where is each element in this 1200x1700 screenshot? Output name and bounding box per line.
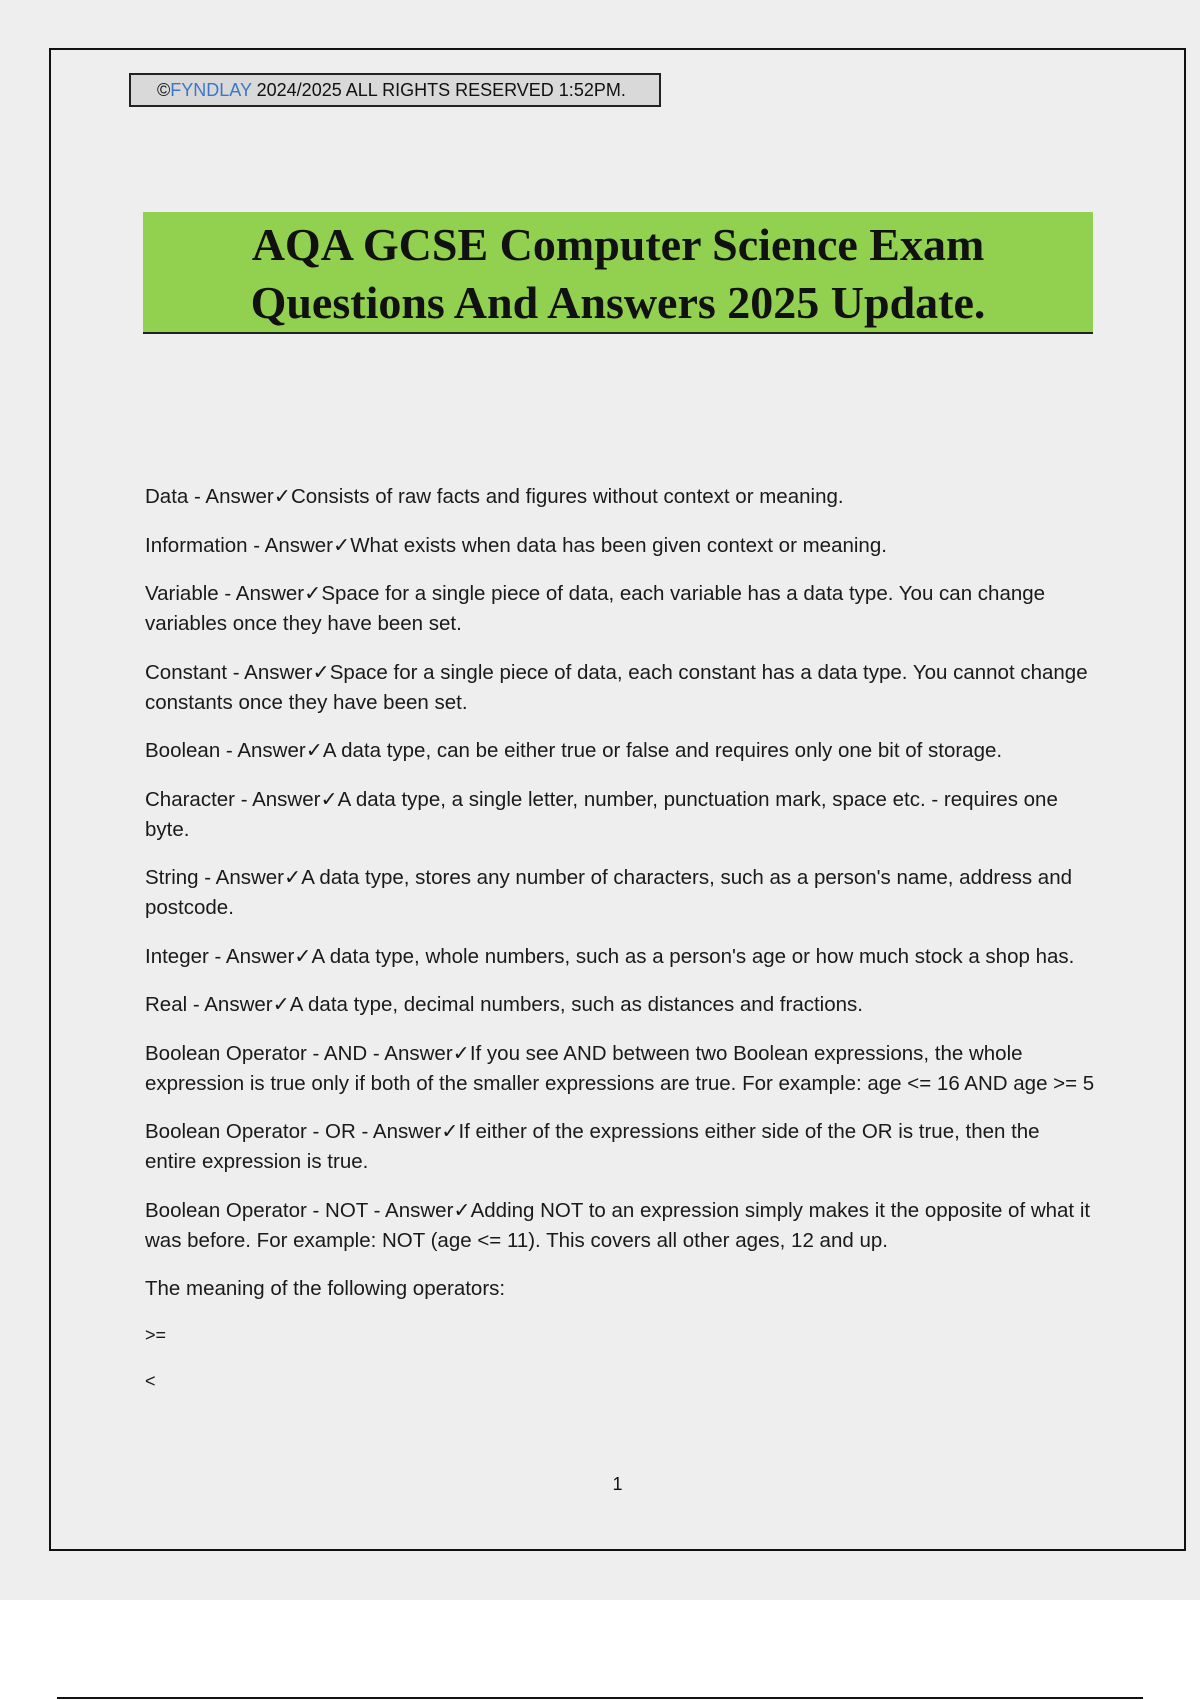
title-banner bbox=[143, 212, 1093, 334]
answer-marker: Answer bbox=[252, 787, 321, 811]
qa-item bbox=[145, 579, 1095, 639]
qa-term: Boolean - bbox=[145, 739, 238, 762]
qa-list bbox=[145, 482, 1095, 1415]
qa-term: Real - bbox=[145, 993, 205, 1016]
answer-marker: Answer bbox=[244, 660, 313, 684]
answer-marker: Answer bbox=[204, 993, 273, 1016]
checkmark-icon: ✓ bbox=[333, 533, 351, 557]
checkmark-icon: ✓ bbox=[441, 1120, 459, 1143]
qa-item bbox=[145, 1117, 1095, 1177]
qa-answer: A data type, a single letter, number, punctuation mark, space etc. - requires one byte. bbox=[145, 787, 1058, 841]
checkmark-icon: ✓ bbox=[284, 866, 302, 889]
answer-marker: Answer bbox=[215, 866, 284, 889]
checkmark-icon: ✓ bbox=[304, 582, 322, 605]
qa-term: Boolean Operator - OR - bbox=[145, 1120, 373, 1143]
qa-item bbox=[145, 531, 1095, 561]
qa-term: Constant - bbox=[145, 660, 245, 684]
copyright-header bbox=[129, 73, 661, 107]
answer-marker: Answer bbox=[205, 485, 274, 508]
qa-term: Information - bbox=[145, 533, 265, 557]
answer-marker: Answer bbox=[264, 533, 333, 557]
qa-answer: Space for a single piece of data, each variable has a data type. You can change variables once they have been set. bbox=[145, 582, 1046, 635]
qa-term: Boolean Operator - NOT - bbox=[145, 1198, 386, 1222]
qa-item bbox=[145, 990, 1095, 1020]
checkmark-icon: ✓ bbox=[320, 787, 338, 811]
qa-answer: A data type, decimal numbers, such as distances and fractions. bbox=[289, 993, 863, 1016]
qa-item bbox=[145, 785, 1095, 845]
copyright-symbol: © bbox=[157, 80, 171, 100]
brand-name: FYNDLAY bbox=[170, 80, 252, 100]
answer-marker: Answer bbox=[235, 582, 305, 605]
qa-item bbox=[145, 1039, 1095, 1099]
qa-answer: Consists of raw facts and figures without context or meaning. bbox=[290, 485, 844, 508]
qa-answer: A data type, can be either true or false and requires only one bit of storage. bbox=[322, 739, 1003, 762]
checkmark-icon: ✓ bbox=[453, 1198, 471, 1222]
answer-marker: Answer bbox=[385, 1198, 454, 1222]
operator-item: < bbox=[145, 1370, 156, 1391]
qa-answer: If you see AND between two Boolean expressions, the whole expression is true only if both of the smaller expressions are true. For example: age <= 16 AND age >= 5 bbox=[145, 1041, 1095, 1095]
qa-term: Variable - bbox=[145, 582, 236, 605]
operator-item: >= bbox=[145, 1324, 167, 1345]
title-line-1: AQA GCSE Computer Science Exam bbox=[251, 219, 985, 270]
checkmark-icon: ✓ bbox=[294, 944, 312, 968]
checkmark-icon: ✓ bbox=[273, 485, 291, 508]
document-title bbox=[143, 212, 1093, 332]
qa-term: Data - bbox=[145, 485, 206, 508]
checkmark-icon: ✓ bbox=[272, 993, 290, 1016]
operators-intro: The meaning of the following operators: bbox=[145, 1277, 506, 1300]
qa-answer: A data type, stores any number of characters, such as a person's name, address and postcode. bbox=[145, 866, 1072, 919]
qa-answer: What exists when data has been given context or meaning. bbox=[350, 533, 887, 557]
page-number: 1 bbox=[612, 1474, 623, 1494]
qa-item bbox=[145, 482, 1095, 512]
qa-item bbox=[145, 736, 1095, 766]
qa-answer: If either of the expressions either side of the OR is true, then the entire expression is true. bbox=[145, 1120, 1040, 1173]
title-line-2: Questions And Answers 2025 Update. bbox=[250, 277, 986, 328]
qa-term: String - bbox=[145, 866, 216, 889]
rights-text: 2024/2025 ALL RIGHTS RESERVED 1:52PM. bbox=[251, 80, 626, 100]
qa-answer: Adding NOT to an expression simply makes it the opposite of what it was before. For example: NOT (age <= 11). This covers all other ages, 12 and up. bbox=[145, 1198, 1091, 1252]
qa-item bbox=[145, 658, 1095, 718]
answer-marker: Answer bbox=[225, 944, 295, 968]
qa-item bbox=[145, 942, 1095, 972]
bottom-divider bbox=[57, 1697, 1143, 1699]
qa-item bbox=[145, 863, 1095, 923]
answer-marker: Answer bbox=[384, 1041, 453, 1065]
qa-item bbox=[145, 1196, 1095, 1256]
checkmark-icon: ✓ bbox=[452, 1041, 470, 1065]
qa-answer: A data type, whole numbers, such as a person's age or how much stock a shop has. bbox=[311, 944, 1075, 968]
answer-marker: Answer bbox=[372, 1120, 442, 1143]
qa-answer: Space for a single piece of data, each constant has a data type. You cannot change constants once they have been set. bbox=[145, 660, 1088, 714]
checkmark-icon: ✓ bbox=[312, 660, 330, 684]
qa-term: Integer - bbox=[145, 944, 226, 968]
answer-marker: Answer bbox=[237, 739, 306, 762]
qa-term: Character - bbox=[145, 787, 253, 811]
qa-term: Boolean Operator - AND - bbox=[145, 1041, 385, 1065]
checkmark-icon: ✓ bbox=[305, 739, 323, 762]
